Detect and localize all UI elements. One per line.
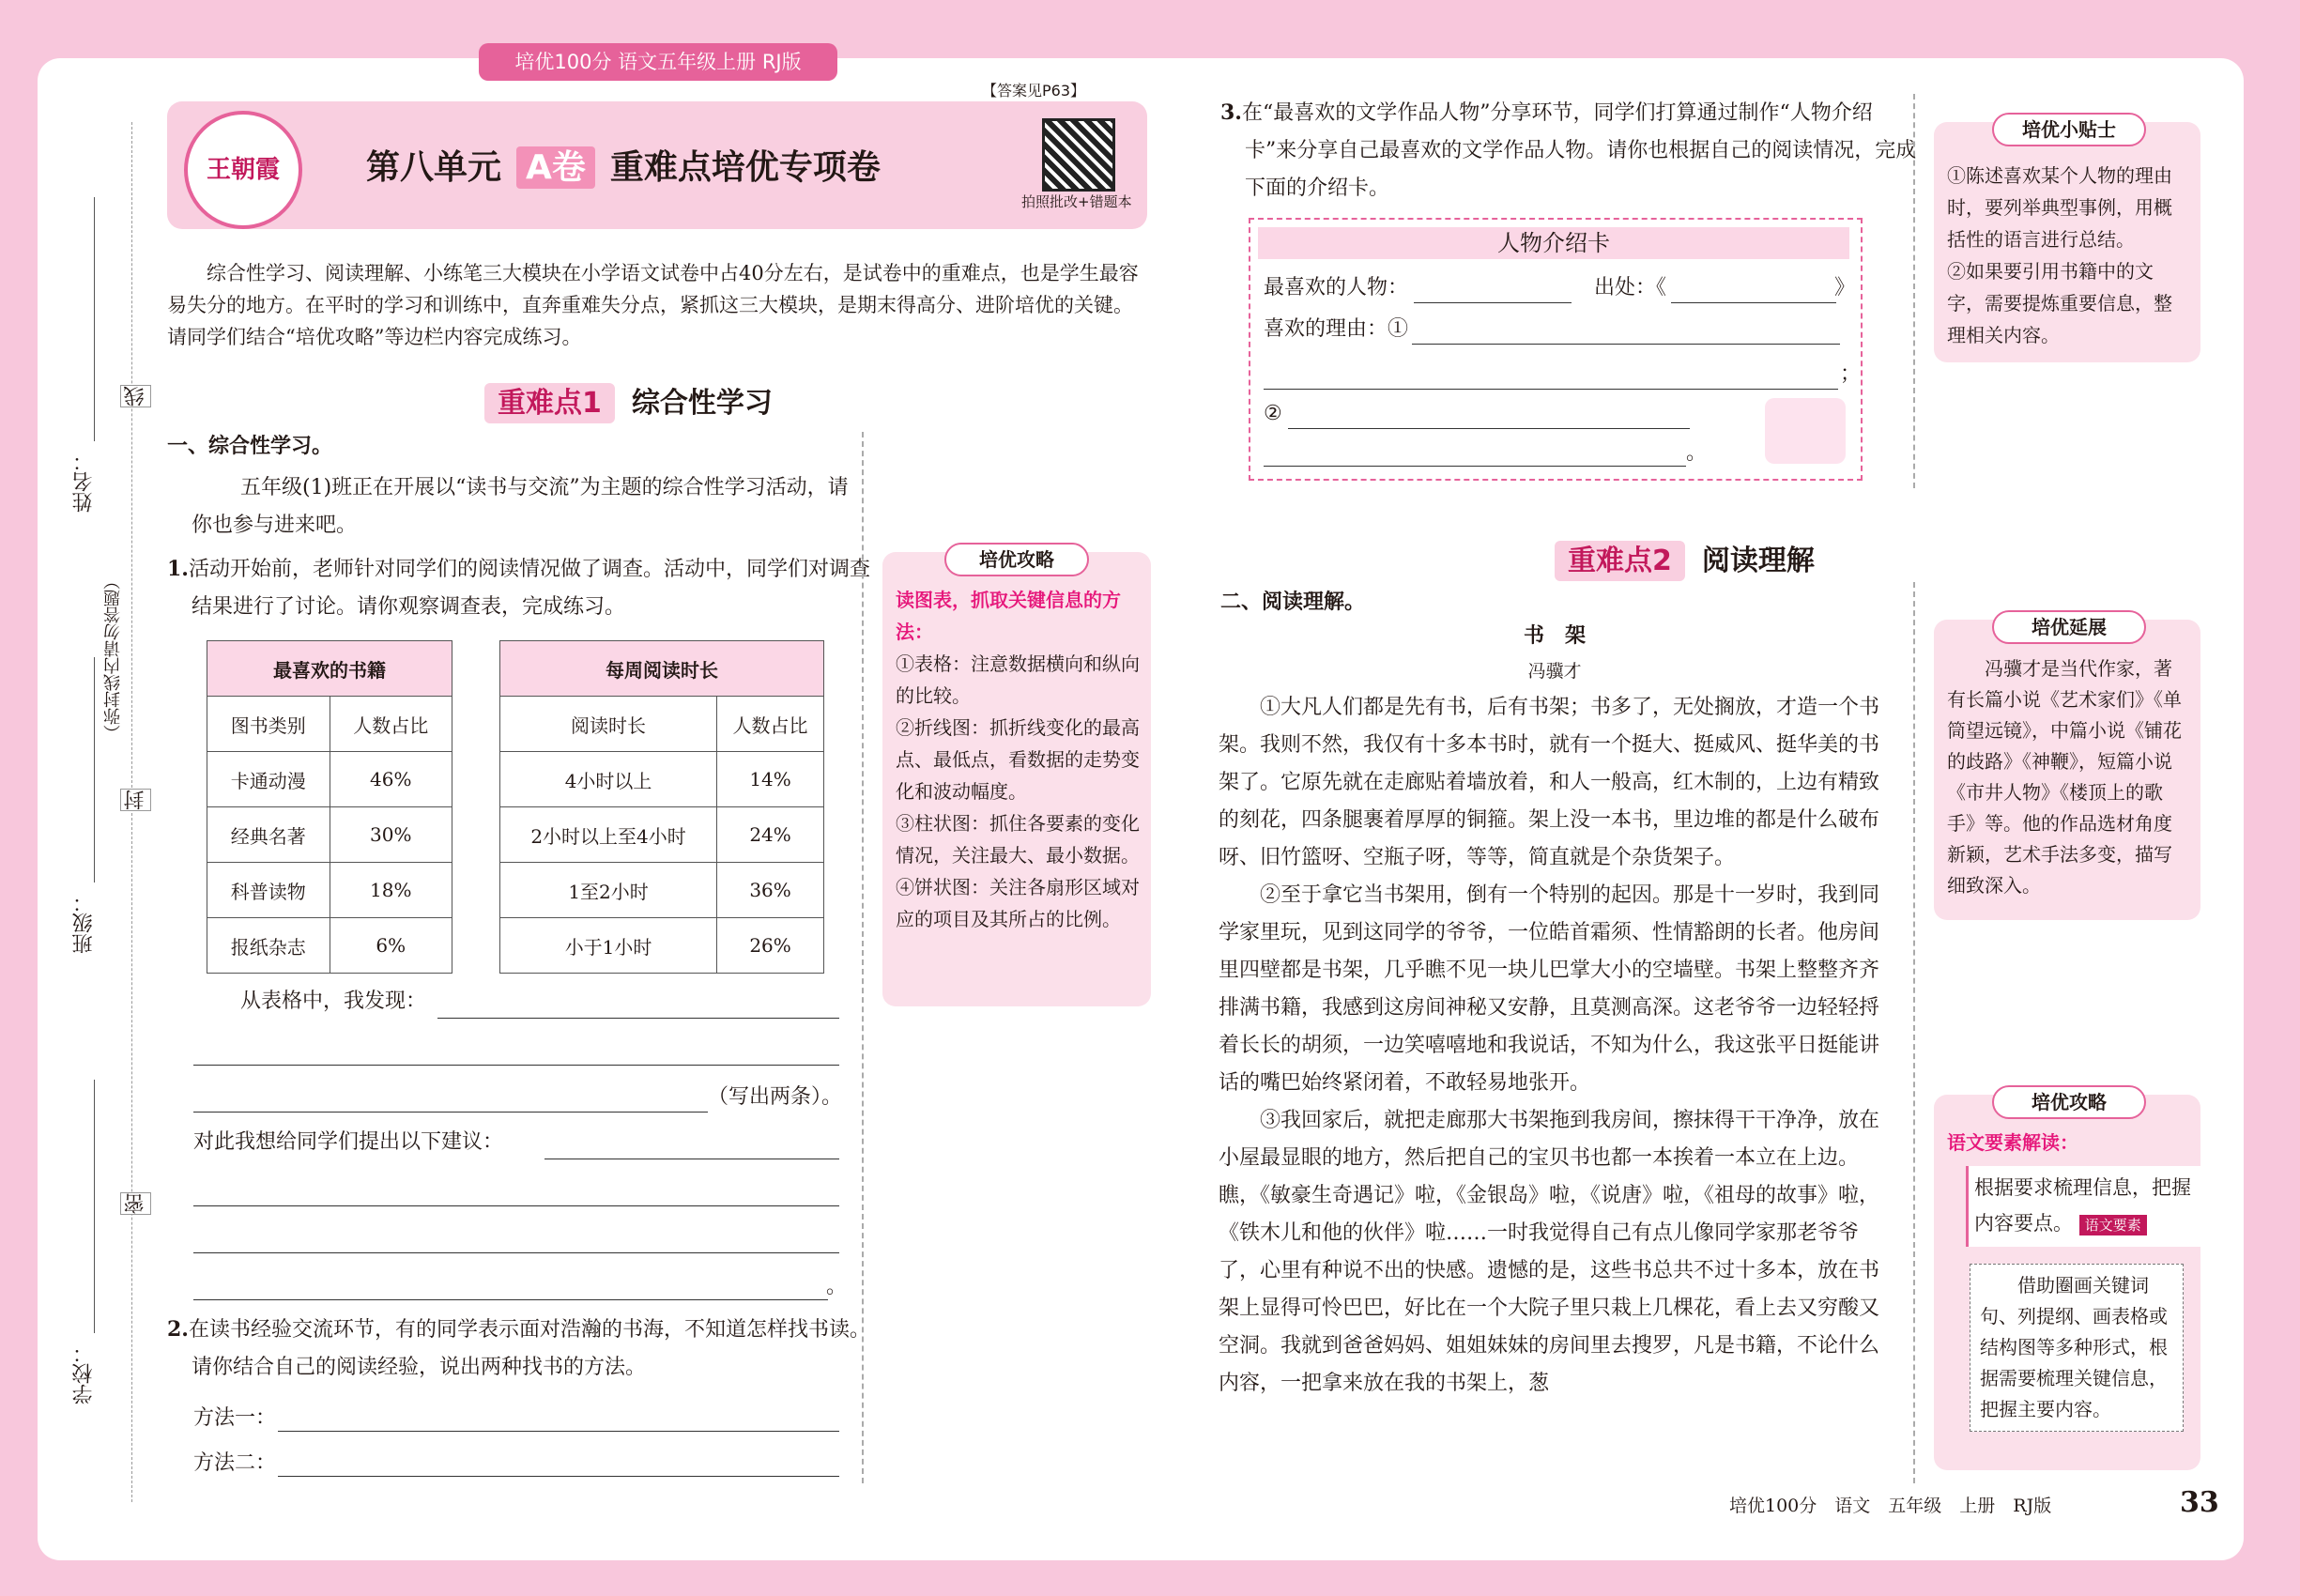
reading-time-table [499, 640, 824, 974]
tip1-panel [882, 548, 1151, 1006]
q1-number: 1. [167, 557, 189, 581]
card-title: 人物介绍卡 [1258, 227, 1849, 259]
footer-text: 培优100分 语文 五年级 上册 RJ版 [1729, 1496, 2052, 1516]
card-source-label: 出处：《 [1594, 276, 1667, 299]
tip1-item: ③柱状图：抓住各要素的变化情况，关注最大、最小数据。 [896, 812, 1140, 867]
section1-subheading: 一、综合性学习。 [167, 434, 333, 458]
table-cell: 卡通动漫 [207, 752, 330, 807]
tip4-box1 [1966, 1166, 2201, 1247]
tip3-text: 冯骥才是当代作家，著有长篇小说《艺术家们》《单筒望远镜》，中篇小说《铺花的歧路》《神鞭》，短篇小说《市井人物》《楼顶上的歌手》等。他的作品选材角度新颖，艺术手法多变，描写细致深入。 [1947, 657, 2182, 897]
answer-line[interactable] [193, 1252, 839, 1253]
tip4-title: 培优攻略 [1992, 1085, 2146, 1119]
seal-line [131, 122, 132, 1502]
time-table-header: 人数占比 [717, 697, 824, 752]
answer-reference: 【答案见P63】 [982, 82, 1086, 100]
seal-notice: （弥封线内请勿答题） [103, 573, 123, 742]
tip2-panel [1934, 118, 2200, 362]
tip1-items [896, 648, 1140, 935]
name-line [94, 197, 95, 441]
answer-line[interactable] [193, 1205, 839, 1206]
q2-text: 在读书经验交流环节，有的同学表示面对浩瀚的书海，不知道怎样找书读。请你结合自己的阅读经验，说出两种找书的方法。 [188, 1318, 870, 1379]
question2 [167, 1311, 873, 1387]
column-divider [862, 432, 864, 1483]
table-cell: 26% [717, 918, 824, 974]
tip4-box1-text: 根据要求梳理信息，把握内容要点。 [1974, 1176, 2191, 1235]
table-cell: 24% [717, 807, 824, 863]
answer-line[interactable] [1264, 466, 1686, 467]
tip1-item: ①表格：注意数据横向和纵向的比较。 [896, 652, 1140, 707]
unit-label: 第八单元 [366, 148, 502, 187]
card-reason2-label: ② [1264, 402, 1282, 425]
section2-label: 重难点2 [1555, 541, 1685, 581]
tip2-items [1947, 160, 2189, 351]
tip4-badge: 语文要素 [2079, 1215, 2147, 1235]
school-line [94, 1080, 95, 1333]
card-fav-label: 最喜欢的人物： [1264, 276, 1409, 299]
answer-line[interactable] [1412, 344, 1840, 345]
table-cell: 14% [717, 752, 824, 807]
kids-reading-illustration [1765, 398, 1846, 464]
answer-line[interactable] [278, 1476, 839, 1477]
column-divider [1913, 582, 1915, 1483]
section1-title: 综合性学习 [631, 387, 773, 420]
q1-write-two: （写出两条）。 [708, 1085, 843, 1109]
tip1-title: 培优攻略 [944, 543, 1089, 576]
table-cell: 2小时以上至4小时 [500, 807, 717, 863]
qr-code-icon[interactable] [1042, 118, 1115, 192]
section2-subheading: 二、阅读理解。 [1220, 590, 1366, 614]
table-cell: 46% [330, 752, 452, 807]
answer-line[interactable] [193, 1112, 708, 1113]
school-label: 学校： [72, 1343, 96, 1404]
table-cell: 1至2小时 [500, 863, 717, 918]
table-cell: 科普读物 [207, 863, 330, 918]
article-paragraph: ③我回家后，就把走廊那大书架拖到我房间，擦抹得干干净净，放在小屋最显眼的地方，然后把自己的宝贝书也都一本挨着一本立在上边。瞧，《敏豪生奇遇记》啦，《金银岛》啦，《说唐》啦，《祖母的故事》啦，《铁木儿和他的伙伴》啦……一时我觉得自己有点儿像同学家那老爷爷了，心里有种说不出的快感。遗憾的是，这些书总共不过十多本，放在书架上显得可怜巴巴，好比在一个大院子里只栽上几棵花，看上去又穷酸又空洞。我就到爸爸妈妈、姐姐妹妹的房间里去搜罗，凡是书籍，不论什么内容，一把拿来放在我的书架上，葱 [1219, 1109, 1880, 1395]
tip4-panel [1934, 1091, 2200, 1470]
table-cell: 36% [717, 863, 824, 918]
answer-line[interactable] [437, 1018, 839, 1019]
paper-tag: A卷 [516, 146, 595, 189]
question1 [167, 550, 873, 626]
section1-heading [484, 379, 773, 421]
class-label: 班级： [72, 892, 96, 954]
answer-line[interactable] [1414, 302, 1572, 303]
tip1-item: ④饼状图：关注各扇形区域对应的项目及其所占的比例。 [896, 876, 1140, 930]
question3 [1220, 94, 1917, 207]
seal-mark-feng: 封 [120, 789, 151, 811]
card-end-period: 。 [1686, 441, 1708, 465]
name-label: 姓名： [72, 451, 96, 513]
q2-method2-label: 方法二： [193, 1451, 277, 1475]
brand-logo [184, 111, 302, 229]
tip1-head: 读图表，抓取关键信息的方法： [896, 589, 1121, 643]
q3-text: 在“最喜欢的文学作品人物”分享环节，同学们打算通过制作“人物介绍卡”来分享自己最喜欢的文学作品人物。请你也根据自己的阅读情况，完成下面的介绍卡。 [1241, 101, 1917, 200]
header-tab: 培优100分 语文五年级上册 RJ版 [479, 43, 837, 81]
tip3-title: 培优延展 [1992, 610, 2146, 644]
seal-mark-mi: 密 [120, 1192, 151, 1215]
answer-line[interactable] [1288, 428, 1690, 429]
books-table-title: 最喜欢的书籍 [207, 641, 452, 697]
article-author: 冯骥才 [1527, 661, 1582, 682]
article-body [1219, 689, 1889, 1478]
q1-found-label: 从表格中，我发现： [240, 990, 427, 1013]
section2-title: 阅读理解 [1701, 545, 1815, 577]
page-title [366, 141, 881, 189]
tip4-head: 语文要素解读： [1947, 1131, 2078, 1154]
tip2-title: 培优小贴士 [1992, 113, 2146, 146]
article-title: 书 架 [1523, 623, 1586, 648]
article-paragraph: ②至于拿它当书架用，倒有一个特别的起因。那是十一岁时，我到同学家里玩，见到这同学的爷爷，一位皓首霜须、性情豁朗的长者。他房间里四壁都是书架，几乎瞧不见一块儿巴掌大小的空墙壁。书架上整整齐齐排满书籍，我感到这房间神秘又安静，且莫测高深。这老爷爷一边轻轻捋着长长的胡须，一边笑嘻嘻地和我说话，不知为什么，我这张平日挺能讲话的嘴巴始终紧闭着，不敢轻易地张开。 [1219, 883, 1880, 1095]
class-line [94, 657, 95, 882]
tip1-item: ②折线图：抓折线变化的最高点、最低点，看数据的走势变化和波动幅度。 [896, 716, 1140, 803]
table-cell: 6% [330, 918, 452, 974]
books-table-header: 人数占比 [330, 697, 452, 752]
page-number: 33 [2180, 1486, 2219, 1519]
q2-number: 2. [167, 1317, 189, 1342]
table-cell: 18% [330, 863, 452, 918]
card-reason-label: 喜欢的理由：① [1264, 317, 1409, 341]
card-semicolon: ； [1840, 362, 1862, 386]
section2-heading [1555, 537, 1815, 578]
paper-name: 重难点培优专项卷 [609, 148, 881, 187]
logo-text: 王朝霞 [206, 156, 280, 184]
answer-line[interactable] [278, 1431, 839, 1432]
qr-label: 拍照批改+错题本 [1021, 193, 1132, 210]
tip4-box2: 借助圈画关键词句、列提纲、画表格或结构图等多种形式，根据需要梳理关键信息，把握主要内容。 [1970, 1264, 2184, 1432]
intro-paragraph: 综合性学习、阅读理解、小练笔三大模块在小学语文试卷中占40分左右，是试卷中的重难点，也是学生最容易失分的地方。在平时的学习和训练中，直奔重难失分点，紧抓这三大模块，是期末得高分、进阶培优的关键。请同学们结合“培优攻略”等边栏内容完成练习。 [167, 262, 1139, 348]
card-source-end: 》 [1834, 276, 1856, 299]
q1-suggest-label: 对此我想给同学们提出以下建议： [193, 1130, 504, 1154]
tip2-item: ①陈述喜欢某个人物的理由时，要列举典型事例，用概括性的语言进行总结。 [1947, 164, 2172, 251]
answer-line[interactable] [193, 1299, 828, 1300]
section1-label: 重难点1 [484, 383, 615, 423]
q1-text: 活动开始前，老师针对同学们的阅读情况做了调查。活动中，同学们对调查结果进行了讨论。请你观察调查表，完成练习。 [188, 558, 870, 619]
table-cell: 4小时以上 [500, 752, 717, 807]
character-card [1249, 218, 1863, 481]
q3-number: 3. [1220, 100, 1242, 125]
article-paragraph: ①大凡人们都是先有书，后有书架；书多了，无处搁放，才造一个书架。我则不然，我仅有十多本书时，就有一个挺大、挺威风、挺华美的书架了。它原先就在走廊贴着墙放着，和人一般高，红木制的，上边有精致的刻花，四条腿裹着厚厚的铜箍。架上没一本书，里边堆的都是什么破布呀、旧竹篮呀、空瓶子呀，等等，简直就是个杂货架子。 [1219, 696, 1880, 869]
books-table [207, 640, 452, 974]
q1-period: 。 [826, 1275, 848, 1298]
time-table-header: 阅读时长 [500, 697, 717, 752]
table-cell: 报纸杂志 [207, 918, 330, 974]
q2-method1-label: 方法一： [193, 1406, 277, 1430]
table-cell: 30% [330, 807, 452, 863]
time-table-title: 每周阅读时长 [500, 641, 824, 697]
answer-line[interactable] [193, 1065, 839, 1066]
table-cell: 经典名著 [207, 807, 330, 863]
column-divider [1913, 94, 1915, 488]
section1-lead: 五年级(1)班正在开展以“读书与交流”为主题的综合性学习活动，请你也参与进来吧。 [192, 476, 849, 537]
seal-mark-line: 线 [120, 385, 151, 407]
books-table-header: 图书类别 [207, 697, 330, 752]
table-cell: 小于1小时 [500, 918, 717, 974]
tip2-item: ②如果要引用书籍中的文字，需要提炼重要信息，整理相关内容。 [1947, 260, 2172, 346]
tip3-panel [1934, 616, 2200, 920]
answer-line[interactable] [1671, 302, 1836, 303]
answer-line[interactable] [1264, 389, 1838, 390]
